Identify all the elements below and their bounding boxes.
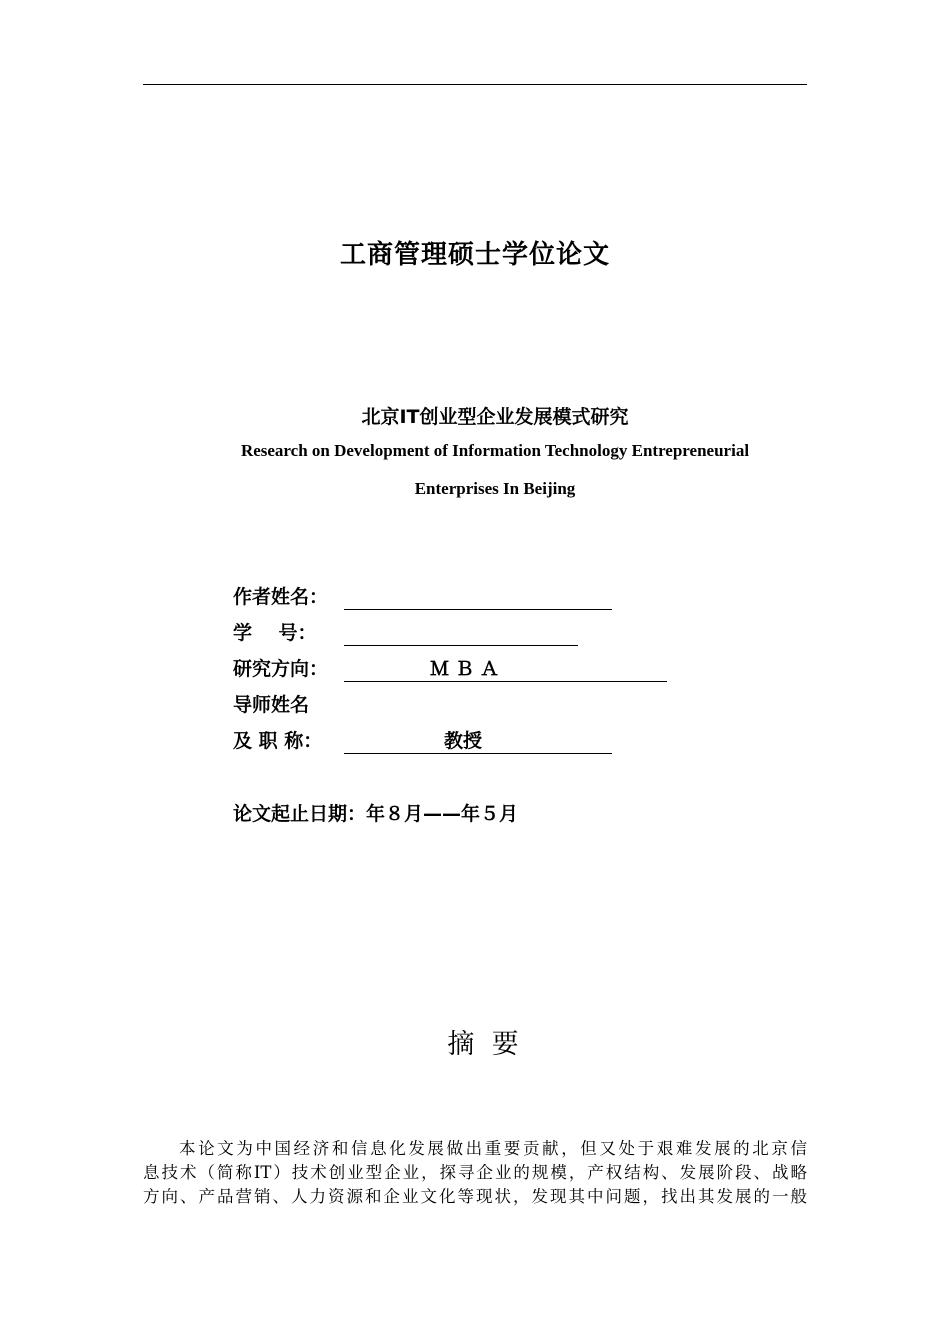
- research-direction-value: ＭＢＡ: [430, 658, 506, 680]
- thesis-title-en-line1: Research on Development of Information Technology Entrepreneurial: [240, 441, 750, 460]
- abstract-body: [143, 1137, 807, 1209]
- student-id-label: 学 号：: [233, 622, 317, 644]
- research-direction-field: [344, 657, 667, 682]
- thesis-title-cn: 北京IT创业型企业发展模式研究: [361, 406, 629, 428]
- thesis-dates-label: 论文起止日期：: [233, 803, 367, 825]
- author-label: 作者姓名：: [233, 586, 329, 608]
- author-field: [344, 585, 612, 610]
- degree-title: 工商管理硕士学位论文: [339, 240, 610, 270]
- thesis-title-en-line2: Enterprises In Beijing: [414, 479, 576, 498]
- research-direction-label: 研究方向：: [233, 658, 329, 680]
- thesis-dates-value: 年８月——年５月: [366, 803, 519, 825]
- thesis-dates: [233, 802, 518, 826]
- student-id-field: [344, 621, 578, 646]
- advisor-label-line1: 导师姓名: [233, 694, 310, 716]
- header-rule: [143, 84, 807, 85]
- abstract-line: 方向、产品营销、人力资源和企业文化等现状，发现其中问题，找出其发展的一般: [143, 1187, 807, 1206]
- advisor-field: [344, 729, 612, 754]
- abstract-line: 息技术（简称IT）技术创业型企业，探寻企业的规模，产权结构、发展阶段、战略: [143, 1163, 807, 1182]
- abstract-line: 本论文为中国经济和信息化发展做出重要贡献，但又处于艰难发展的北京信: [179, 1139, 807, 1158]
- abstract-heading: 摘 要: [447, 1029, 519, 1060]
- advisor-value: 教授: [444, 730, 483, 752]
- advisor-label-line2: 及 职 称：: [233, 730, 323, 752]
